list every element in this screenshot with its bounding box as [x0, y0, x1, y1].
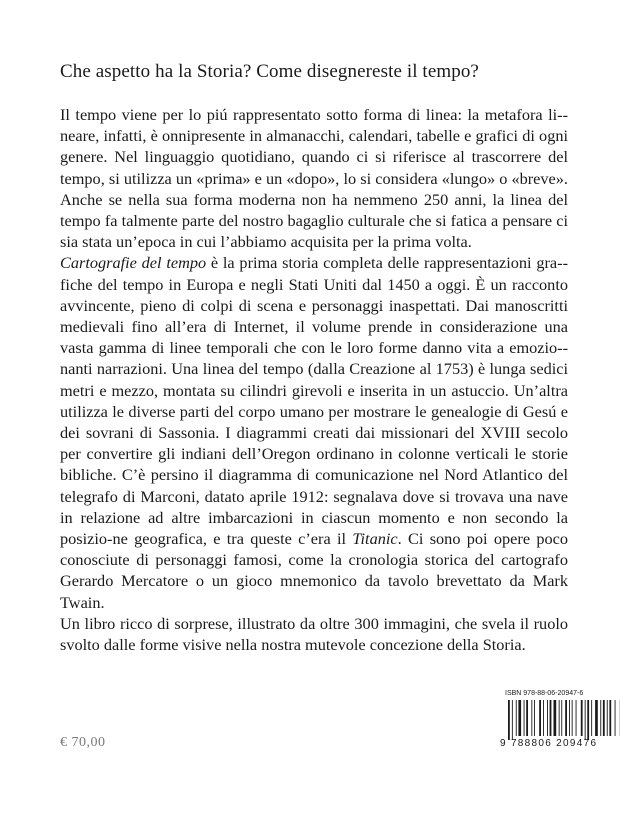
barcode-bar	[615, 700, 616, 736]
barcode-bar	[559, 700, 560, 736]
barcode-bar	[600, 700, 601, 736]
isbn-label: ISBN 978-88-06-20947-6	[505, 690, 584, 697]
barcode-bar	[531, 700, 532, 736]
italic-title: Cartografie del tempo	[60, 253, 207, 273]
barcode-bar	[543, 700, 544, 736]
barcode-bar	[512, 700, 513, 740]
paragraph-text: è la prima storia completa delle rappresentazioni gra-fiche del tempo in Europa e negli Stati Uniti dal 1450 a oggi. È un racconto avvincente, pieno di colpi di scena e personaggi inaspettati. Dai manoscritti medievali fino all’era di Internet, il volume prende in considerazione una vasta gamma di linee temporali che con le loro forme danno vita a emozio-nanti narrazioni. Una linea del tempo (dalla Creazione al 1753) è lunga sedici metri e mezzo, montata su cilindri girevoli e inserita in un astuccio. Un’altra utilizza le diverse parti del corpo umano per mostrare le genealogie di Gesú e dei sovrani di Sassonia. I diagrammi creati dai missionari del XVIII secolo per convertire gli indiani dell’Oregon ordinano in colonne verticali le storie bibliche. C’è persino il diagramma di comunicazione nel Nord Atlantico del telegrafo di Marconi, datato aprile 1912: segnalava dove si trovava una nave in relazione ad altre imbarcazioni in ciascun momento e non secondo la posizio-ne geografica, e tra queste c’era il	[60, 253, 568, 549]
barcode-bar	[591, 700, 592, 736]
barcode-bar	[534, 700, 535, 736]
barcode-bar	[585, 700, 586, 740]
back-cover-heading: Che aspetto ha la Storia? Come disegnereste il tempo?	[60, 61, 479, 82]
barcode-bar	[539, 700, 541, 736]
barcode-bar	[561, 700, 562, 736]
barcode-bar	[565, 700, 567, 736]
barcode-bar	[603, 700, 605, 736]
barcode-bars	[500, 700, 620, 740]
barcode-bar	[576, 700, 577, 736]
barcode-bar	[569, 700, 570, 736]
barcode-bar	[526, 700, 528, 736]
barcode-bar	[547, 700, 548, 736]
barcode-bar	[587, 700, 589, 740]
barcode-bar	[524, 700, 525, 736]
paragraph-text: Il tempo viene per lo piú rappresentato sotto forma di linea: la metafora li-neare, infatti, è onnipresente in almanacchi, calendari, tabelle e grafici di ogni genere. Nel linguaggio quotidiano, quando ci si riferisce al trascorrere del tempo, si utilizza un «prima» e un «dopo», lo si considera «lungo» o «breve». Anche se nella sua forma moderna non ha nemmeno 250 anni, la linea del tempo fa talmente parte del nostro bagaglio culturale che si fatica a pensare ci sia stata un’epoca in cui l’abbiamo acquisita per la prima volta.	[60, 105, 568, 252]
price-label: € 70,00	[60, 735, 106, 750]
barcode-bar	[554, 700, 557, 736]
paragraph-text: . Ci sono poi opere poco conosciute di personaggi famosi, come la cronologia storica del cartografo Gerardo Mercatore o un gioco mnemonico da tavolo brevettato da Mark Twain.	[60, 529, 569, 612]
italic-title: Titanic	[352, 529, 398, 549]
barcode-bar	[607, 700, 608, 736]
blurb-paragraph	[60, 252, 568, 612]
isbn-barcode	[500, 690, 622, 760]
barcode-bar	[595, 700, 598, 736]
barcode-bar	[518, 700, 521, 736]
barcode-bar	[550, 700, 552, 736]
barcode-digits: 9 788806 209476	[500, 738, 598, 749]
blurb-text	[60, 104, 568, 655]
paragraph-text: Un libro ricco di sorprese, illustrato da oltre 300 immagini, che svela il ruolo svolto dalle forme visive nella nostra mutevole concezione della Storia.	[60, 613, 568, 655]
blurb-paragraph	[60, 613, 568, 655]
barcode-bar	[508, 700, 510, 740]
blurb-paragraph	[60, 104, 568, 252]
barcode-bar	[572, 700, 573, 736]
barcode-bar	[516, 700, 517, 736]
barcode-bar	[609, 700, 611, 736]
barcode-bar	[581, 700, 583, 736]
